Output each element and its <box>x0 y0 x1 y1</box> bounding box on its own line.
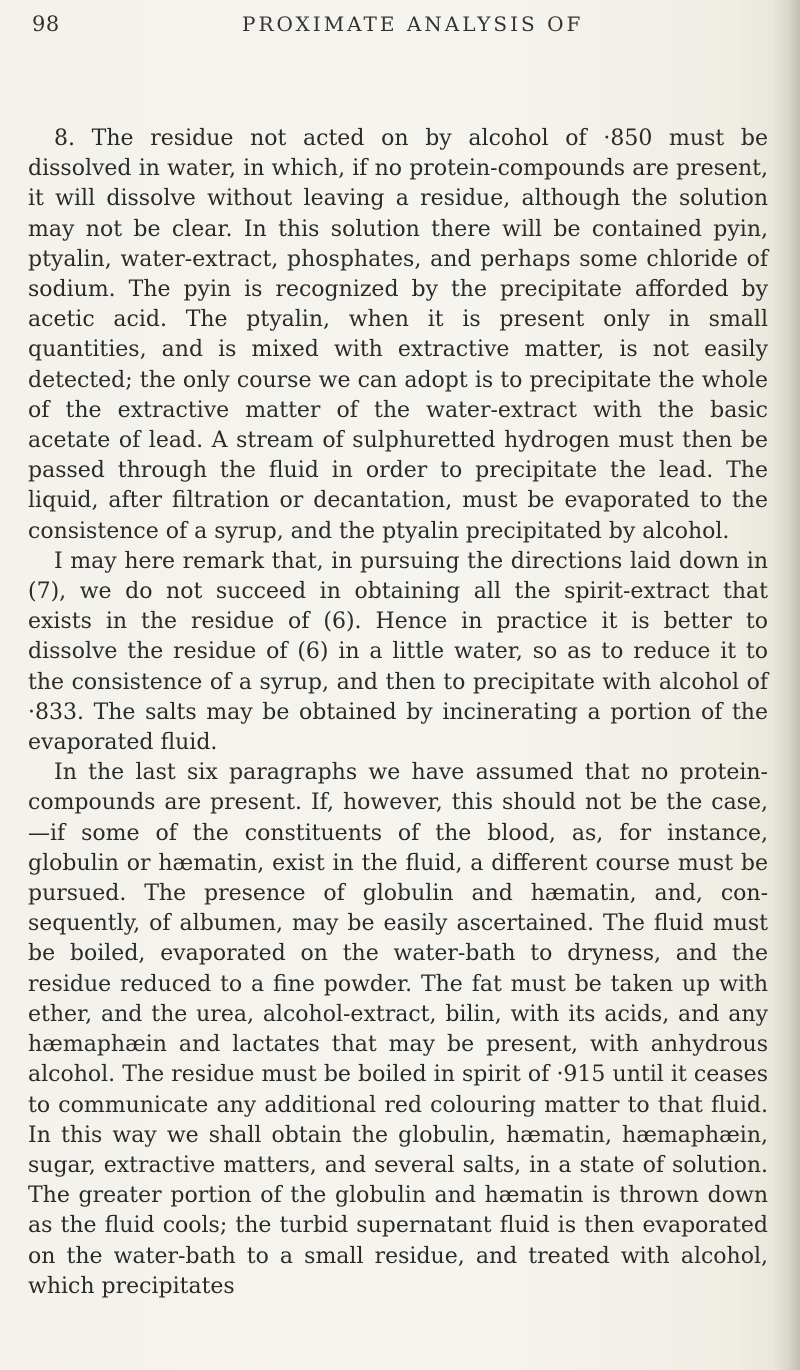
paragraph-protein-compounds: In the last six paragraphs we have assumed that no protein-compounds are present. If, however, this should not be the case,—if some of the constituents of the blood, as, for instance, globulin or hæmatin, exist in the fluid, a different course must be pursued. The presence of globulin and hæmatin, and, consequently, of albumen, may be easily ascertained. The fluid must be boiled, evaporated on the water-bath to dryness, and the residue reduced to a fine powder. The fat must be taken up with ether, and the urea, alcohol-extract, bilin, with its acids, and any hæmaphæin and lactates that may be present, with anhydrous alcohol. The residue must be boiled in spirit of ·915 until it ceases to communicate any additional red colouring matter to that fluid. In this way we shall obtain the globulin, hæmatin, hæmaphæin, sugar, extractive matters, and several salts, in a state of solution. The greater portion of the globulin and hæmatin is thrown down as the fluid cools; the turbid supernatant fluid is then evaporated on the water-bath to a small residue, and treated with alcohol, which precipitates <box>28 760 768 1299</box>
running-title: PROXIMATE ANALYSIS OF <box>242 12 584 36</box>
running-head <box>32 6 762 42</box>
paragraph-8-residue: 8. The residue not acted on by alcohol of ·850 must be dissolved in water, in which, if no protein-compounds are present, it will dissolve without leaving a residue, although the solution may not be clear. In this solution there will be contained pyin, ptyalin, water-extract, phosphates, and perhaps some chloride of sodium. The pyin is recognized by the precipitate afforded by acetic acid. The ptyalin, when it is present only in small quantities, and is mixed with extractive matter, is not easily detected; the only course we can adopt is to precipitate the whole of the extractive matter of the water-extract with the basic acetate of lead. A stream of sulphuretted hydrogen must then be passed through the fluid in order to precipitate the lead. The liquid, after filtration or decantation, must be evaporated to the consistence of a syrup, and the ptyalin precipitated by alcohol. <box>28 126 768 544</box>
body-text <box>28 124 768 1302</box>
page-edge-shadow <box>772 0 800 1370</box>
paragraph-remark-spirit-extract: I may here remark that, in pursuing the directions laid down in (7), we do not succeed in obtaining all the spirit-extract that exists in the residue of (6). Hence in practice it is better to dissolve the residue of (6) in a little water, so as to reduce it to the consistence of a syrup, and then to precipitate with alcohol of ·833. The salts may be obtained by incinerating a portion of the evaporated fluid. <box>28 548 768 756</box>
page-number: 98 <box>32 12 60 36</box>
